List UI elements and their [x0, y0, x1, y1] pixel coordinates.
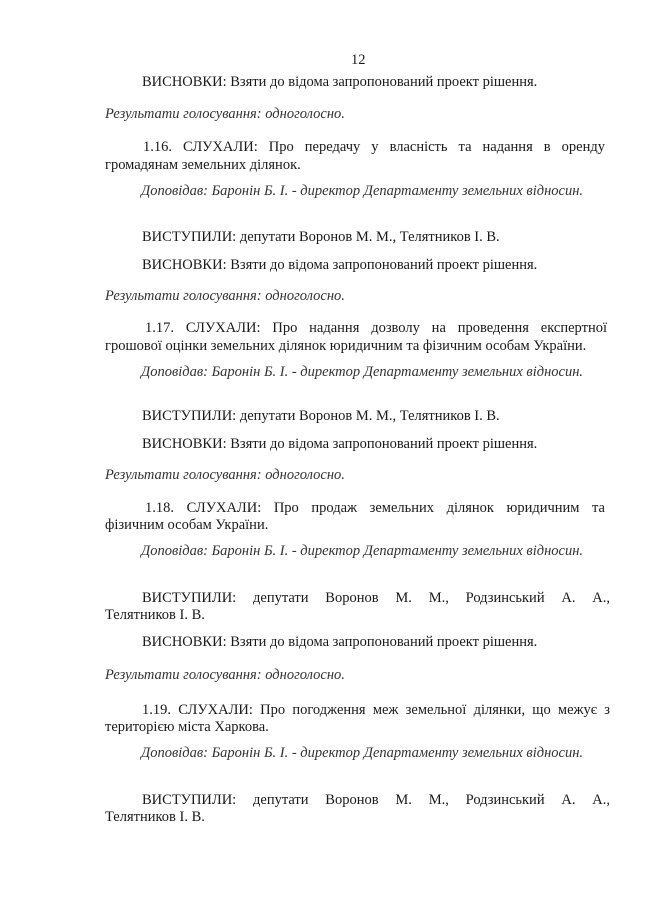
speakers-line: ВИСТУПИЛИ: депутати Воронов М. М., Телятников І. В.: [142, 229, 500, 245]
reporter-line: Доповідав: Баронін Б. І. - директор Департаменту земельних відносин.: [141, 364, 584, 380]
vote-result: Результати голосування: одноголосно.: [105, 667, 345, 683]
speakers-line: ВИСТУПИЛИ: депутати Воронов М. М., Родзинський А. А.,: [142, 792, 610, 808]
vote-result: Результати голосування: одноголосно.: [105, 288, 345, 304]
heard-item-1-18-cont: фізичним особам України.: [105, 517, 269, 533]
conclusion-line: ВИСНОВКИ: Взяти до відома запропонований проект рішення.: [142, 74, 538, 90]
heard-item-1-17: 1.17. СЛУХАЛИ: Про надання дозволу на проведення експертної: [145, 320, 607, 336]
speakers-line-cont: Телятников І. В.: [105, 607, 205, 623]
conclusion-line: ВИСНОВКИ: Взяти до відома запропонований проект рішення.: [142, 634, 538, 650]
speakers-line: ВИСТУПИЛИ: депутати Воронов М. М., Родзинський А. А.,: [142, 590, 610, 606]
reporter-line: Доповідав: Баронін Б. І. - директор Департаменту земельних відносин.: [141, 543, 584, 559]
speakers-line-cont: Телятников І. В.: [105, 809, 205, 825]
heard-item-1-16: 1.16. СЛУХАЛИ: Про передачу у власність та надання в оренду: [143, 139, 605, 155]
page-number: 12: [351, 52, 366, 68]
heard-item-1-18: 1.18. СЛУХАЛИ: Про продаж земельних ділянок юридичним та: [145, 500, 605, 516]
vote-result: Результати голосування: одноголосно.: [105, 106, 345, 122]
vote-result: Результати голосування: одноголосно.: [105, 467, 345, 483]
heard-item-1-16-cont: громадянам земельних ділянок.: [105, 157, 301, 173]
reporter-line: Доповідав: Баронін Б. І. - директор Департаменту земельних відносин.: [141, 183, 584, 199]
reporter-line: Доповідав: Баронін Б. І. - директор Департаменту земельних відносин.: [141, 745, 584, 761]
heard-item-1-19: 1.19. СЛУХАЛИ: Про погодження меж земельної ділянки, що межує з: [142, 702, 610, 718]
conclusion-line: ВИСНОВКИ: Взяти до відома запропонований проект рішення.: [142, 436, 538, 452]
speakers-line: ВИСТУПИЛИ: депутати Воронов М. М., Телятников І. В.: [142, 408, 500, 424]
conclusion-line: ВИСНОВКИ: Взяти до відома запропонований проект рішення.: [142, 257, 538, 273]
heard-item-1-19-cont: територією міста Харкова.: [105, 719, 269, 735]
heard-item-1-17-cont: грошової оцінки земельних ділянок юридичним та фізичним особам України.: [105, 338, 587, 354]
